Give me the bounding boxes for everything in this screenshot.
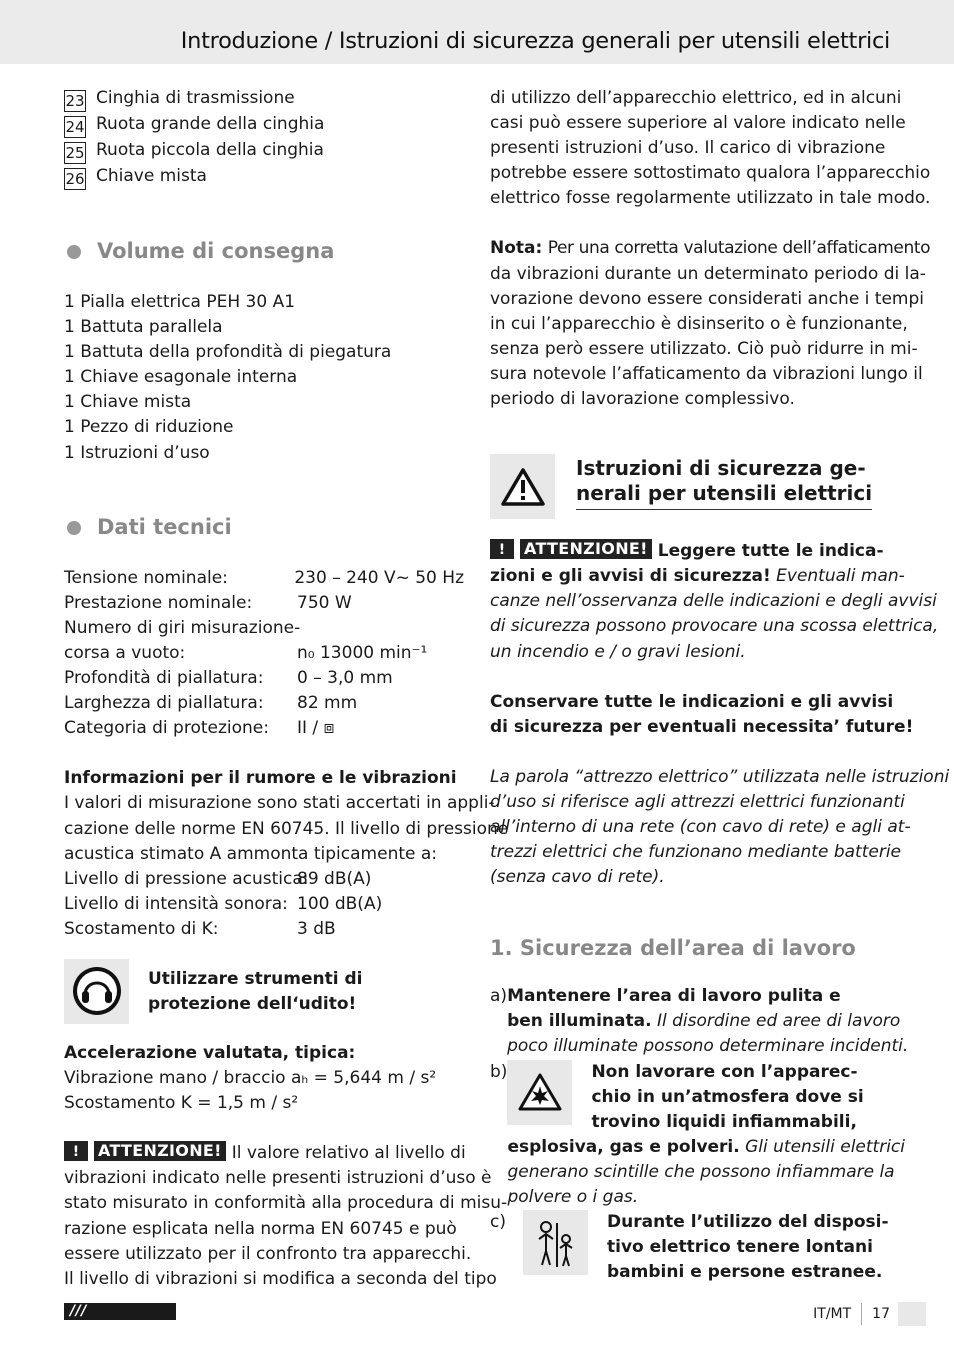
keep-instructions: Conservare tutte le indicazioni e gli avvisi <box>490 691 894 712</box>
safety-heading: nerali per utensili elettrici <box>576 481 873 506</box>
region-code: IT/MT <box>813 1306 852 1322</box>
part-item: 24 Ruota grande della cinghia <box>65 114 325 136</box>
definition-text: (senza cavo di rete). <box>490 867 665 888</box>
safety-warning-text: zioni e gli avvisi di sicurezza! Eventuali man- <box>490 566 905 587</box>
list-item: 1 Istruzioni d’uso <box>64 442 210 463</box>
table-row: Tensione nominale: 230 – 240 V~ 50 Hz <box>64 567 464 588</box>
definition-text: trezzi elettrici che funzionano mediante batterie <box>490 842 902 863</box>
warning-text: razione esplicata nella norma EN 60745 e può <box>64 1218 457 1239</box>
left-column <box>64 86 509 1292</box>
tech-table <box>64 566 464 742</box>
list-item: 1 Pezzo di riduzione <box>64 417 234 438</box>
table-row: Livello di pressione acustica: 89 dB(A) <box>64 868 372 889</box>
definition-text: all’interno di una rete (con cavo di rete) e agli at- <box>490 816 911 837</box>
nota-text: da vibrazioni durante un determinato periodo di la- <box>490 263 926 284</box>
body-text: di utilizzo dell’apparecchio elettrico, ed in alcuni <box>490 88 902 108</box>
table-row: corsa a vuoto: n₀ 13000 min⁻¹ <box>64 642 428 663</box>
nota-text: sura notevole l’affaticamento da vibrazioni lungo il <box>490 363 923 384</box>
table-row: Categoria di protezione: II / ⧈ <box>64 718 335 739</box>
keep-instructions: di sicurezza per eventuali necessita’ future! <box>490 716 914 737</box>
ear-text: protezione dell‘udito! <box>148 994 357 1015</box>
bullet-icon <box>67 521 81 535</box>
list-item: 1 Chiave mista <box>64 392 192 413</box>
divider <box>861 1303 862 1325</box>
body-text: potrebbe essere sottostimato qualora l’apparecchio <box>490 163 931 184</box>
page-number: 17 <box>872 1306 890 1322</box>
volume-heading: Volume di consegna <box>64 237 464 265</box>
noise-text: I valori di misurazione sono stati accertati in appli- <box>64 793 495 814</box>
list-item: 1 Battuta parallela <box>64 317 223 338</box>
noise-heading: Informazioni per il rumore e le vibrazioni <box>64 768 457 789</box>
accel-line: Vibrazione mano / braccio aₕ = 5,644 m / s² <box>64 1068 437 1089</box>
list-item-a: a) Mantenere l’area di lavoro pulita e ben illuminata. Il disordine ed aree di lavoro poco illuminate possono determinare incidenti. <box>490 986 909 1057</box>
logo-slashes-icon: /// <box>70 1303 87 1319</box>
warning-text: vibrazioni indicato nelle presenti istruzioni d’uso è <box>64 1168 492 1189</box>
warning-badge: ! ATTENZIONE! <box>490 539 652 559</box>
body-text: elettrico fosse regolarmente utilizzato in tale modo. <box>490 188 931 209</box>
warning-badge: ! ATTENZIONE! <box>64 1141 226 1161</box>
table-row: Profondità di piallatura: 0 – 3,0 mm <box>64 668 393 689</box>
work-area-heading: 1. Sicurezza dell’area di lavoro <box>490 936 856 961</box>
safety-warning-text: di sicurezza possono provocare una scossa elettrica, <box>490 616 939 637</box>
list-item: 1 Battuta della profondità di piegatura <box>64 342 392 363</box>
part-item: 25 Ruota piccola della cinghia <box>65 140 324 162</box>
page-header <box>0 0 954 64</box>
table-row: Larghezza di piallatura: 82 mm <box>64 693 358 714</box>
safety-warning-text: canze nell’osservanza delle indicazioni e degli avvisi <box>490 591 937 612</box>
parts-list <box>64 86 464 190</box>
table-row: Livello di intensità sonora: 100 dB(A) <box>64 893 383 914</box>
accel-heading: Accelerazione valutata, tipica: <box>64 1042 356 1063</box>
right-column <box>490 86 950 1285</box>
page-tab-marker <box>898 1302 926 1326</box>
nota-text: vorazione devono essere considerati anche i tempi <box>490 288 925 309</box>
list-item: 1 Pialla elettrica PEH 30 A1 <box>64 292 296 312</box>
ear-protection-icon <box>64 959 129 1024</box>
part-item: 26 Chiave mista <box>65 166 207 188</box>
warning-icon: ! <box>64 1141 88 1161</box>
safety-heading: Istruzioni di sicurezza ge- <box>576 456 866 481</box>
safety-warning: ! ATTENZIONE! Leggere tutte le indica- <box>490 539 890 564</box>
noise-text: acustica stimato A ammonta tipicamente a: <box>64 843 438 864</box>
noise-text: cazione delle norme EN 60745. Il livello di pressione <box>64 818 509 839</box>
warning-text: stato misurato in conformità alla procedura di misu- <box>64 1193 508 1214</box>
nota-text: senza però essere utilizzato. Ciò può ridurre in mi- <box>490 338 918 359</box>
list-item: 1 Chiave esagonale interna <box>64 367 298 388</box>
list-item-c: c) Durante l’utilizzo del disposi- tivo elettrico tenere lontani bambini e persone estranee. <box>490 1212 889 1283</box>
warning-icon: ! <box>490 539 514 559</box>
warning-paragraph: ! ATTENZIONE! Il valore relativo al livello di <box>64 1141 464 1166</box>
warning-text: essere utilizzato per il confronto tra apparecchi. <box>64 1243 472 1264</box>
list-item-b: b) Non lavorare con l’apparec- chio in un’atmosfera dove si trovino liquidi infiammabili, esplosiva, gas e polveri. Gli utensili elettrici generano scintille che possono infiammare la polvere o i gas. <box>490 1061 906 1207</box>
page-footer <box>813 1302 926 1326</box>
part-item: 23 Cinghia di trasmissione <box>65 88 295 110</box>
body-text: casi può essere superiore al valore indicato nelle <box>490 113 906 134</box>
definition-text: La parola “attrezzo elettrico” utilizzata nelle istruzioni <box>490 766 950 787</box>
keep-children-away-icon <box>523 1210 588 1275</box>
ear-text: Utilizzare strumenti di <box>148 968 363 989</box>
body-text: presenti istruzioni d’uso. Il carico di vibrazione <box>490 138 886 159</box>
table-row: Scostamento di K: 3 dB <box>64 918 336 939</box>
volume-list <box>64 290 464 466</box>
safety-section-header <box>490 454 890 519</box>
table-row: Prestazione nominale: 750 W <box>64 592 352 613</box>
warning-triangle-icon <box>490 454 555 519</box>
definition-text: d’uso si riferisce agli attrezzi elettrici funzionanti <box>490 791 905 812</box>
explosion-icon <box>507 1060 572 1125</box>
table-row: Numero di giri misurazione- <box>64 617 301 638</box>
warning-text: Il livello di vibrazioni si modifica a seconda del tipo <box>64 1268 497 1289</box>
accel-line: Scostamento K = 1,5 m / s² <box>64 1093 299 1114</box>
tech-heading: Dati tecnici <box>64 513 464 541</box>
nota-text: periodo di lavorazione complessivo. <box>490 389 795 410</box>
parkside-logo: ///PARKSIDE <box>64 1303 176 1320</box>
page-title: Introduzione / Istruzioni di sicurezza generali per utensili elettrici <box>180 28 890 54</box>
nota-text: in cui l’apparecchio è disinserito o è funzionante, <box>490 313 908 334</box>
nota-paragraph: Nota: Per una corretta valutazione dell’affaticamento <box>490 238 931 259</box>
bullet-icon <box>67 245 81 259</box>
safety-warning-text: un incendio e / o gravi lesioni. <box>490 641 746 662</box>
ear-protection-notice <box>64 959 464 1024</box>
